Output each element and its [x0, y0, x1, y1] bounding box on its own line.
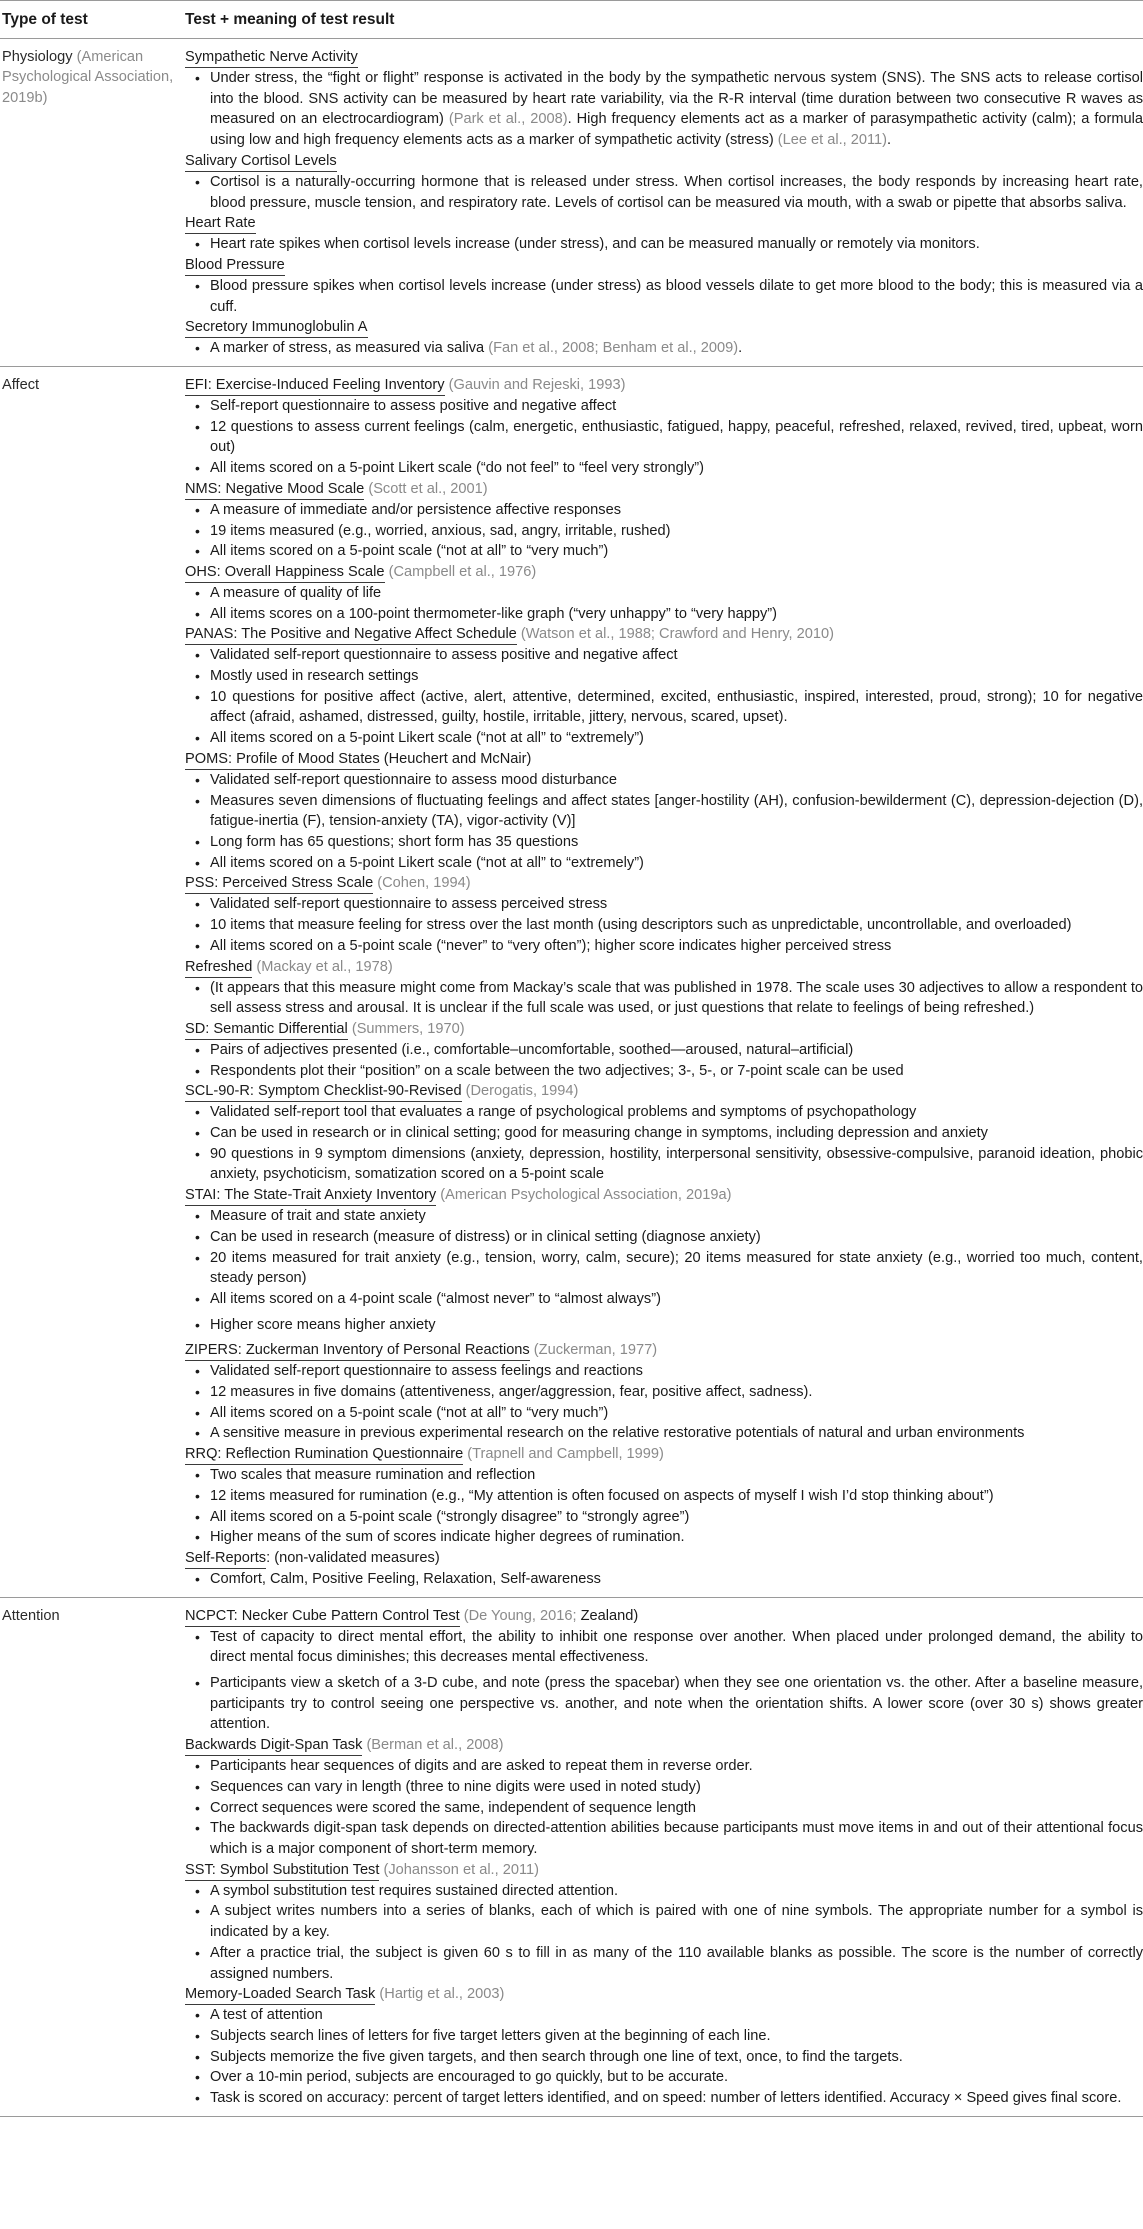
- bullet-icon: •: [195, 1208, 200, 1225]
- test-block: [185, 957, 1143, 1019]
- test-block: [185, 1984, 1143, 2109]
- bullet-icon: •: [195, 1903, 200, 1920]
- bullet-text: A subject writes numbers into a series of blanks, each of which is paired with one of nine symbols. The appropriate number for a symbol is indicated by a key.: [210, 1903, 1143, 1941]
- bullet-text: Validated self-report questionnaire to assess positive and negative affect: [210, 647, 678, 664]
- test-heading: [185, 1860, 1143, 1881]
- test-heading: [185, 749, 1143, 770]
- bullet-icon: •: [195, 1363, 200, 1380]
- bullet-item: [185, 853, 1143, 874]
- bullet-icon: •: [195, 854, 200, 871]
- bullet-item: [185, 1403, 1143, 1424]
- bullet-icon: •: [195, 418, 200, 435]
- bullet-text: Sequences can vary in length (three to nine digits were used in noted study): [210, 1778, 701, 1795]
- test-block: [185, 1019, 1143, 1081]
- bullet-item: [185, 1382, 1143, 1403]
- test-name: Salivary Cortisol Levels: [185, 151, 337, 172]
- test-name: Sympathetic Nerve Activity: [185, 47, 358, 68]
- test-name: Memory-Loaded Search Task: [185, 1984, 375, 2005]
- bullet-item: [185, 1123, 1143, 1144]
- test-block: [185, 1185, 1143, 1335]
- bullet-text: Subjects memorize the five given targets, and then search through one line of text, once, to find the targets.: [210, 2048, 903, 2065]
- test-name: Heart Rate: [185, 213, 256, 234]
- bullet-item: [185, 2088, 1143, 2109]
- bullet-icon: •: [195, 1799, 200, 1816]
- test-heading: [185, 1340, 1143, 1361]
- bullet-item: [185, 1040, 1143, 1061]
- section-type-cell: [0, 375, 185, 1590]
- test-heading: [185, 317, 1143, 338]
- test-name-suffix: : (non-validated measures): [266, 1549, 440, 1566]
- section-rule: [0, 2116, 1143, 2117]
- table-body: [0, 39, 1143, 2117]
- bullet-text: A measure of quality of life: [210, 584, 382, 601]
- bullet-item: [185, 1777, 1143, 1798]
- bullet-icon: •: [195, 1487, 200, 1504]
- bullet-icon: •: [195, 937, 200, 954]
- bullet-item: [185, 604, 1143, 625]
- bullet-item: [185, 1507, 1143, 1528]
- test-block: [185, 562, 1143, 624]
- bullet-text: Respondents plot their “position” on a scale between the two adjectives; 3-, 5-, or 7-point scale can be used: [210, 1062, 904, 1079]
- test-name: Backwards Digit-Span Task: [185, 1735, 362, 1756]
- test-name: Self-Reports: [185, 1548, 266, 1569]
- section-row-affect: [0, 367, 1143, 1597]
- bullet-icon: •: [195, 771, 200, 788]
- bullet-text: Higher score means higher anxiety: [210, 1316, 436, 1333]
- bullet-icon: •: [195, 1675, 200, 1692]
- test-block: [185, 624, 1143, 749]
- header-type-of-test: Type of test: [2, 10, 88, 28]
- bullet-item: [185, 521, 1143, 542]
- bullet-item: [185, 1818, 1143, 1859]
- section-type: Physiology: [2, 49, 73, 65]
- bullet-item: [185, 1901, 1143, 1942]
- bullet-text: Under stress, the “fight or flight” response is activated in the body by the sympathetic nervous system (SNS). The SNS acts to release cortisol into the blood. SNS activity can be measured by heart rate variability, via the R-R interval (time duration between two consecutive R waves as measured on an electrocardiogram): [210, 70, 1143, 128]
- bullet-item: [185, 2026, 1143, 2047]
- bullet-text: Correct sequences were scored the same, independent of sequence length: [210, 1799, 696, 1816]
- bullet-item: [185, 1627, 1143, 1668]
- test-heading: [185, 479, 1143, 500]
- bullet-text: Self-report questionnaire to assess positive and negative affect: [210, 398, 617, 415]
- bullet-item: [185, 666, 1143, 687]
- bullet-item: [185, 645, 1143, 666]
- test-heading: [185, 1735, 1143, 1756]
- bullet-icon: •: [195, 236, 200, 253]
- bullet-text: A measure of immediate and/or persistence affective responses: [210, 501, 622, 518]
- test-name: PANAS: The Positive and Negative Affect Schedule: [185, 624, 517, 645]
- test-block: [185, 47, 1143, 151]
- bullet-icon: •: [195, 1316, 200, 1333]
- bullet-item: [185, 687, 1143, 728]
- test-citation: (Johansson et al., 2011): [383, 1861, 539, 1878]
- test-name: Secretory Immunoglobulin A: [185, 317, 368, 338]
- bullet-text: A marker of stress, as measured via saliva: [210, 340, 489, 357]
- bullet-text: Two scales that measure rumination and reflection: [210, 1467, 536, 1484]
- bullet-item: [185, 1227, 1143, 1248]
- test-block: [185, 213, 1143, 255]
- bullet-citation: (Fan et al., 2008; Benham et al., 2009): [488, 340, 739, 357]
- section-tests-cell: [185, 375, 1143, 1590]
- test-block: [185, 1860, 1143, 1985]
- bullet-item: [185, 1315, 1143, 1336]
- bullet-text: .: [738, 340, 743, 357]
- bullet-text: All items scored on a 5-point scale (“strongly disagree” to “strongly agree”): [210, 1508, 690, 1525]
- bullet-text: 19 items measured (e.g., worried, anxious, sad, angry, irritable, rushed): [210, 522, 671, 539]
- bullet-text: Blood pressure spikes when cortisol levels increase (under stress) as blood vessels dilate to get more blood to the body; this is measured via a cuff.: [210, 277, 1143, 315]
- bullet-text: A test of attention: [210, 2007, 323, 2024]
- bullet-icon: •: [195, 1145, 200, 1162]
- bullet-icon: •: [195, 1778, 200, 1795]
- bullet-item: [185, 2005, 1143, 2026]
- bullet-icon: •: [195, 1125, 200, 1142]
- test-heading: [185, 151, 1143, 172]
- bullet-item: [185, 1798, 1143, 1819]
- bullet-text: 20 items measured for trait anxiety (e.g., tension, worry, calm, secure); 20 items measured for state anxiety (e.g., worried too much, content, steady person): [210, 1249, 1143, 1287]
- bullet-item: [185, 2067, 1143, 2088]
- bullet-text: Subjects search lines of letters for five target letters given at the beginning of each line.: [210, 2027, 771, 2044]
- bullet-text: Can be used in research (measure of distress) or in clinical setting (diagnose anxiety): [210, 1228, 761, 1245]
- test-name: ZIPERS: Zuckerman Inventory of Personal Reactions: [185, 1340, 530, 1361]
- bullet-item: [185, 583, 1143, 604]
- test-block: [185, 255, 1143, 317]
- bullet-item: [185, 978, 1143, 1019]
- test-citation: (Derogatis, 1994): [465, 1083, 579, 1100]
- bullet-text: (It appears that this measure might come from Mackay’s scale that was published in 1978. The scale uses 30 adjectives to allow a respondent to sell assess stress and arousal. It is unclear if the full scale was used, or just questions that relate to feelings of being refreshed.): [210, 979, 1143, 1017]
- bullet-icon: •: [195, 833, 200, 850]
- test-name: RRQ: Reflection Rumination Questionnaire: [185, 1444, 463, 1465]
- bullet-item: [185, 68, 1143, 151]
- bullet-text: Validated self-report questionnaire to assess perceived stress: [210, 896, 608, 913]
- bullet-icon: •: [195, 584, 200, 601]
- bullet-icon: •: [195, 792, 200, 809]
- bullet-icon: •: [195, 979, 200, 996]
- test-citation: (Zuckerman, 1977): [533, 1342, 658, 1359]
- bullet-icon: •: [195, 647, 200, 664]
- section-row-attention: [0, 1598, 1143, 2116]
- bullet-icon: •: [195, 917, 200, 934]
- bullet-item: [185, 791, 1143, 832]
- bullet-item: [185, 770, 1143, 791]
- test-heading: [185, 1548, 1143, 1569]
- bullet-icon: •: [195, 1404, 200, 1421]
- bullet-text: All items scored on a 5-point scale (“never” to “very often”); higher score indicates higher perceived stress: [210, 937, 892, 954]
- bullet-icon: •: [195, 277, 200, 294]
- test-block: [185, 1444, 1143, 1548]
- section-type-cell: [0, 47, 185, 359]
- test-name: Refreshed: [185, 957, 252, 978]
- bullet-text: The backwards digit-span task depends on directed-attention abilities because participants must move items in and out of their attentional focus which is a major component of short-term memory.: [210, 1820, 1143, 1857]
- test-block: [185, 1340, 1143, 1444]
- test-heading: [185, 1984, 1143, 2005]
- bullet-icon: •: [195, 1529, 200, 1546]
- test-heading: [185, 562, 1143, 583]
- test-citation: (Mackay et al., 1978): [256, 958, 393, 975]
- test-citation: (Hartig et al., 2003): [379, 1986, 505, 2003]
- bullet-item: [185, 1144, 1143, 1185]
- bullet-icon: •: [195, 1384, 200, 1401]
- test-citation: (Campbell et al., 1976): [388, 563, 537, 580]
- bullet-text: All items scored on a 5-point scale (“not at all” to “very much”): [210, 1404, 609, 1421]
- bullet-icon: •: [195, 70, 200, 86]
- test-name: PSS: Perceived Stress Scale: [185, 873, 373, 894]
- test-block: [185, 873, 1143, 956]
- bullet-icon: •: [195, 605, 200, 622]
- bullet-text: A symbol substitution test requires sustained directed attention.: [210, 1882, 619, 1899]
- test-block: [185, 1548, 1143, 1590]
- bullet-item: [185, 832, 1143, 853]
- section-type: Attention: [2, 1607, 60, 1624]
- bullet-text: Long form has 65 questions; short form has 35 questions: [210, 833, 579, 850]
- test-citation: (Watson et al., 1988; Crawford and Henry, 2010): [520, 626, 834, 643]
- bullet-item: [185, 1206, 1143, 1227]
- bullet-icon: •: [195, 2069, 200, 2086]
- test-citation: (Heuchert and McNair): [383, 750, 532, 767]
- bullet-text: . High frequency elements act as a marker of parasympathetic activity (calm); a formula using low and high frequency elements acts as a marker of sympathetic activity (stress): [210, 111, 1143, 149]
- test-heading: [185, 1019, 1143, 1040]
- bullet-text: Heart rate spikes when cortisol levels increase (under stress), and can be measured manually or remotely via monitors.: [210, 236, 980, 253]
- bullet-item: [185, 338, 1143, 359]
- test-name: SST: Symbol Substitution Test: [185, 1860, 379, 1881]
- test-block: [185, 1081, 1143, 1185]
- test-heading: [185, 1606, 1143, 1627]
- bullet-icon: •: [195, 1425, 200, 1442]
- section-citation: (American Psychological Association, 2019b): [2, 49, 174, 106]
- test-heading: [185, 1444, 1143, 1465]
- test-block: [185, 317, 1143, 359]
- bullet-text: A sensitive measure in previous experimental research on the relative restorative potentials of natural and urban environments: [210, 1425, 1025, 1442]
- header-test-meaning: Test + meaning of test result: [185, 10, 395, 28]
- test-name: Blood Pressure: [185, 255, 285, 276]
- section-type: Affect: [2, 377, 40, 394]
- test-citation: (Cohen, 1994): [377, 875, 471, 892]
- bullet-item: [185, 396, 1143, 417]
- bullet-text: All items scored on a 5-point scale (“not at all” to “very much”): [210, 543, 609, 560]
- bullet-icon: •: [195, 522, 200, 539]
- bullet-text: Participants view a sketch of a 3-D cube, and note (press the spacebar) when they see one orientation vs. the other. After a baseline measure, participants try to control seeing one perspective vs. another, and note when the orientation shifts. A lower score (over 30 s) shows greater attention.: [210, 1675, 1143, 1733]
- bullet-text: Pairs of adjectives presented (i.e., comfortable–uncomfortable, soothed—aroused, natural–artificial): [210, 1041, 854, 1058]
- bullet-text: Higher means of the sum of scores indicate higher degrees of rumination.: [210, 1529, 685, 1546]
- bullet-icon: •: [195, 1228, 200, 1245]
- bullet-text: 10 questions for positive affect (active, alert, attentive, determined, excited, enthusiastic, inspired, interested, proud, strong); 10 for negative affect (afraid, ashamed, distressed, guilty, hostile, irritable, jittery, nervous, scared, upset).: [210, 688, 1143, 726]
- bullet-icon: •: [195, 543, 200, 560]
- test-heading: [185, 1185, 1143, 1206]
- bullet-item: [185, 276, 1143, 317]
- bullet-item: [185, 541, 1143, 562]
- test-block: [185, 375, 1143, 479]
- test-heading: [185, 1081, 1143, 1102]
- bullet-icon: •: [195, 688, 200, 705]
- test-citation: (Berman et al., 2008): [366, 1737, 504, 1754]
- test-citation: (Summers, 1970): [351, 1020, 465, 1037]
- bullet-icon: •: [195, 1104, 200, 1121]
- test-citation-tail: Zealand): [576, 1607, 639, 1624]
- bullet-text: Comfort, Calm, Positive Feeling, Relaxation, Self-awareness: [210, 1570, 601, 1587]
- bullet-icon: •: [195, 501, 200, 518]
- test-name: NMS: Negative Mood Scale: [185, 479, 364, 500]
- bullet-text: Mostly used in research settings: [210, 668, 419, 685]
- test-heading: [185, 624, 1143, 645]
- bullet-icon: •: [195, 1628, 200, 1645]
- test-name: OHS: Overall Happiness Scale: [185, 562, 385, 583]
- bullet-item: [185, 1248, 1143, 1289]
- bullet-icon: •: [195, 2090, 200, 2107]
- bullet-text: Can be used in research or in clinical setting; good for measuring change in symptoms, including depression and anxiety: [210, 1125, 988, 1142]
- test-name: POMS: Profile of Mood States: [185, 749, 380, 770]
- bullet-text: After a practice trial, the subject is given 60 s to fill in as many of the 110 available blanks as possible. The score is the number of correctly assigned numbers.: [210, 1944, 1143, 1982]
- test-heading: [185, 873, 1143, 894]
- test-name: EFI: Exercise-Induced Feeling Inventory: [185, 375, 445, 396]
- bullet-item: [185, 172, 1143, 213]
- bullet-icon: •: [195, 1570, 200, 1587]
- section-tests-cell: [185, 47, 1143, 359]
- bullet-icon: •: [195, 1508, 200, 1525]
- test-block: [185, 479, 1143, 562]
- bullet-icon: •: [195, 1041, 200, 1058]
- bullet-text: Task is scored on accuracy: percent of target letters identified, and on speed: number of letters identified. Accuracy × Speed gives final score.: [210, 2090, 1122, 2107]
- bullet-text: Measures seven dimensions of fluctuating feelings and affect states [anger-hostility (AH), confusion-bewilderment (C), depression-dejection (D), fatigue-inertia (F), tension-anxiety (TA), vigor-activity (V)]: [210, 792, 1143, 830]
- test-name: SD: Semantic Differential: [185, 1019, 348, 1040]
- test-heading: [185, 375, 1143, 396]
- bullet-text: Validated self-report tool that evaluates a range of psychological problems and symptoms of psychopathology: [210, 1104, 917, 1121]
- bullet-text: All items scored on a 4-point scale (“almost never” to “almost always”): [210, 1290, 661, 1307]
- test-block: [185, 1735, 1143, 1860]
- bullet-item: [185, 2047, 1143, 2068]
- bullet-citation: (Lee et al., 2011): [777, 132, 888, 149]
- test-heading: [185, 47, 1143, 68]
- bullet-item: [185, 1673, 1143, 1735]
- test-heading: [185, 957, 1143, 978]
- bullet-icon: •: [195, 173, 200, 190]
- bullet-text: Cortisol is a naturally-occurring hormone that is released under stress. When cortisol increases, the body responds by increasing heart rate, blood pressure, muscle tension, and respiratory rate. Levels of cortisol can be measured via mouth, with a swab or pipette that absorbs saliva.: [210, 173, 1143, 211]
- bullet-icon: •: [195, 340, 200, 357]
- test-heading: [185, 213, 1143, 234]
- bullet-item: [185, 936, 1143, 957]
- bullet-item: [185, 1102, 1143, 1123]
- bullet-icon: •: [195, 1758, 200, 1775]
- test-heading: [185, 255, 1143, 276]
- bullet-item: [185, 728, 1143, 749]
- test-block: [185, 749, 1143, 874]
- section-tests-cell: [185, 1606, 1143, 2109]
- bullet-item: [185, 1423, 1143, 1444]
- bullet-item: [185, 1361, 1143, 1382]
- bullet-text: Over a 10-min period, subjects are encouraged to go quickly, but to be accurate.: [210, 2069, 729, 2086]
- bullet-text: Test of capacity to direct mental effort, the ability to inhibit one response over another. When placed under prolonged demand, the ability to direct mental focus diminishes; this decreases mental effectiveness.: [210, 1628, 1143, 1666]
- bullet-text: 12 items measured for rumination (e.g., “My attention is often focused on aspects of myself I wish I’d stop thinking about”): [210, 1487, 994, 1504]
- test-citation: (De Young, 2016;: [463, 1607, 577, 1624]
- bullet-item: [185, 1527, 1143, 1548]
- bullet-text: All items scored on a 5-point Likert scale (“not at all” to “extremely”): [210, 730, 644, 747]
- bullet-item: [185, 1465, 1143, 1486]
- bullet-text: All items scored on a 5-point Likert scale (“not at all” to “extremely”): [210, 854, 644, 871]
- bullet-icon: •: [195, 1467, 200, 1484]
- bullet-text: 12 measures in five domains (attentiveness, anger/aggression, fear, positive affect, sadness).: [210, 1384, 813, 1401]
- bullet-text: Validated self-report questionnaire to assess mood disturbance: [210, 771, 617, 788]
- bullet-text: 90 questions in 9 symptom dimensions (anxiety, depression, hostility, interpersonal sensitivity, obsessive-compulsive, paranoid ideation, phobic anxiety, psychoticism, somatization scored on a 5-point scale: [210, 1145, 1143, 1183]
- bullet-icon: •: [195, 1062, 200, 1079]
- bullet-item: [185, 417, 1143, 458]
- test-block: [185, 1606, 1143, 1736]
- bullet-icon: •: [195, 730, 200, 747]
- test-name: STAI: The State-Trait Anxiety Inventory: [185, 1185, 436, 1206]
- bullet-icon: •: [195, 1820, 200, 1837]
- bullet-item: [185, 1569, 1143, 1590]
- bullet-item: [185, 1756, 1143, 1777]
- section-row-physiology: [0, 39, 1143, 366]
- bullet-icon: •: [195, 668, 200, 685]
- bullet-text: .: [887, 132, 892, 149]
- bullet-item: [185, 1061, 1143, 1082]
- bullet-item: [185, 894, 1143, 915]
- test-block: [185, 151, 1143, 213]
- section-type-cell: [0, 1606, 185, 2109]
- bullet-item: [185, 1486, 1143, 1507]
- bullet-text: All items scored on a 5-point Likert scale (“do not feel” to “feel very strongly”): [210, 460, 704, 477]
- bullet-item: [185, 234, 1143, 255]
- bullet-icon: •: [195, 398, 200, 415]
- bullet-citation: (Park et al., 2008): [448, 111, 568, 128]
- bullet-icon: •: [195, 2007, 200, 2024]
- bullet-icon: •: [195, 1249, 200, 1266]
- bullet-icon: •: [195, 460, 200, 477]
- test-name: SCL-90-R: Symptom Checklist-90-Revised: [185, 1081, 462, 1102]
- test-citation: (American Psychological Association, 2019a): [440, 1187, 732, 1204]
- test-citation: (Scott et al., 2001): [368, 480, 488, 497]
- bullet-item: [185, 1289, 1143, 1310]
- bullet-text: Validated self-report questionnaire to assess feelings and reactions: [210, 1363, 643, 1380]
- bullet-item: [185, 500, 1143, 521]
- test-citation: (Trapnell and Campbell, 1999): [467, 1446, 664, 1463]
- bullet-text: Measure of trait and state anxiety: [210, 1208, 426, 1225]
- bullet-item: [185, 915, 1143, 936]
- bullet-item: [185, 458, 1143, 479]
- bullet-item: [185, 1881, 1143, 1902]
- bullet-text: 10 items that measure feeling for stress over the last month (using descriptors such as unpredictable, uncontrollable, and overloaded): [210, 917, 1072, 934]
- bullet-text: 12 questions to assess current feelings (calm, energetic, enthusiastic, fatigued, happy, peaceful, refreshed, relaxed, revived, tired, upbeat, worn out): [210, 418, 1143, 456]
- bullet-icon: •: [195, 1290, 200, 1307]
- bullet-icon: •: [195, 1944, 200, 1961]
- bullet-icon: •: [195, 2048, 200, 2065]
- bullet-icon: •: [195, 1882, 200, 1899]
- bullet-text: All items scores on a 100-point thermometer-like graph (“very unhappy” to “very happy”): [210, 605, 777, 622]
- test-citation: (Gauvin and Rejeski, 1993): [448, 377, 626, 394]
- table-header: [0, 1, 1143, 38]
- test-name: NCPCT: Necker Cube Pattern Control Test: [185, 1606, 460, 1627]
- bullet-icon: •: [195, 896, 200, 913]
- bullet-text: Participants hear sequences of digits and are asked to repeat them in reverse order.: [210, 1758, 753, 1775]
- bullet-icon: •: [195, 2027, 200, 2044]
- bullet-item: [185, 1943, 1143, 1984]
